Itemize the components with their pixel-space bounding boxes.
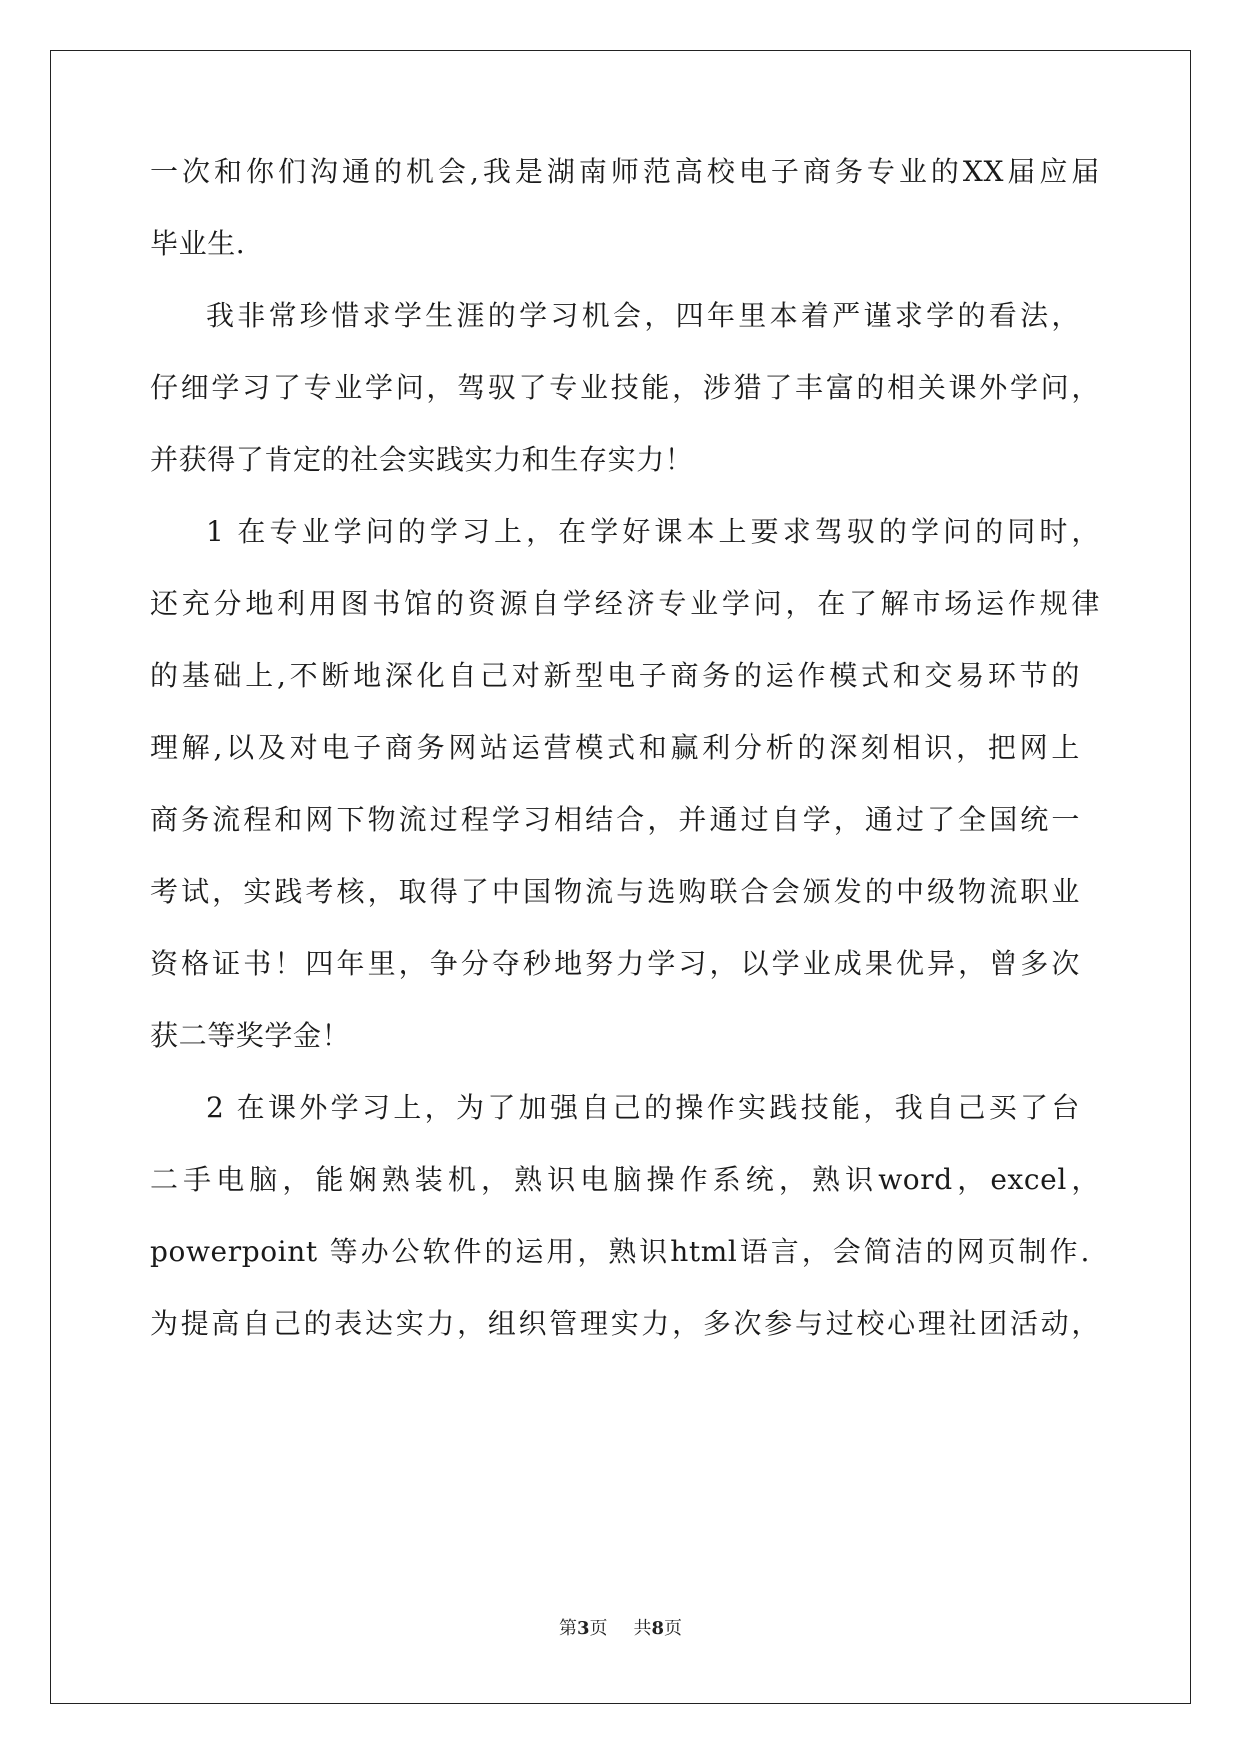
current-page-number: 3 bbox=[576, 1618, 590, 1639]
text-line: 并获得了肯定的社会实践实力和生存实力！ bbox=[150, 443, 694, 476]
text-line: 的基础上,不断地深化自己对新型电子商务的运作模式和交易环节的 bbox=[150, 659, 1080, 692]
text-line: 为提高自己的表达实力，组织管理实力，多次参与过校心理社团活动， bbox=[150, 1307, 1100, 1340]
paragraph-start-line: 我非常珍惜求学生涯的学习机会，四年里本着严谨求学的看法， bbox=[206, 299, 1080, 332]
text-line: 毕业生. bbox=[150, 227, 246, 260]
footer-page-prefix: 第 bbox=[558, 1618, 577, 1639]
total-page-number: 8 bbox=[651, 1618, 665, 1639]
footer-page-suffix: 页 bbox=[589, 1618, 608, 1639]
paragraph-start-line: 1 在专业学问的学习上，在学好课本上要求驾驭的学问的同时， bbox=[206, 515, 1100, 548]
text-line: 获二等奖学金！ bbox=[150, 1019, 351, 1052]
text-line: 二手电脑，能娴熟装机，熟识电脑操作系统，熟识word，excel， bbox=[150, 1163, 1100, 1196]
footer-total-suffix: 页 bbox=[664, 1618, 683, 1639]
text-line: powerpoint 等办公软件的运用，熟识html语言，会简洁的网页制作. bbox=[150, 1235, 1090, 1268]
text-line: 还充分地利用图书馆的资源自学经济专业学问，在了解市场运作规律 bbox=[150, 587, 1100, 620]
footer-total-prefix: 共 bbox=[633, 1618, 652, 1639]
text-line: 考试，实践考核，取得了中国物流与选购联合会颁发的中级物流职业 bbox=[150, 875, 1080, 908]
paragraph-start-line: 2 在课外学习上，为了加强自己的操作实践技能，我自己买了台 bbox=[206, 1091, 1080, 1124]
text-line: 资格证书！四年里，争分夺秒地努力学习，以学业成果优异，曾多次 bbox=[150, 947, 1080, 980]
text-line: 理解,以及对电子商务网站运营模式和赢利分析的深刻相识，把网上 bbox=[150, 731, 1080, 764]
page-footer bbox=[0, 1617, 1241, 1641]
text-line: 一次和你们沟通的机会,我是湖南师范高校电子商务专业的XX届应届 bbox=[150, 155, 1100, 188]
text-line: 商务流程和网下物流过程学习相结合，并通过自学，通过了全国统一 bbox=[150, 803, 1080, 836]
text-line: 仔细学习了专业学问，驾驭了专业技能，涉猎了丰富的相关课外学问， bbox=[150, 371, 1100, 404]
